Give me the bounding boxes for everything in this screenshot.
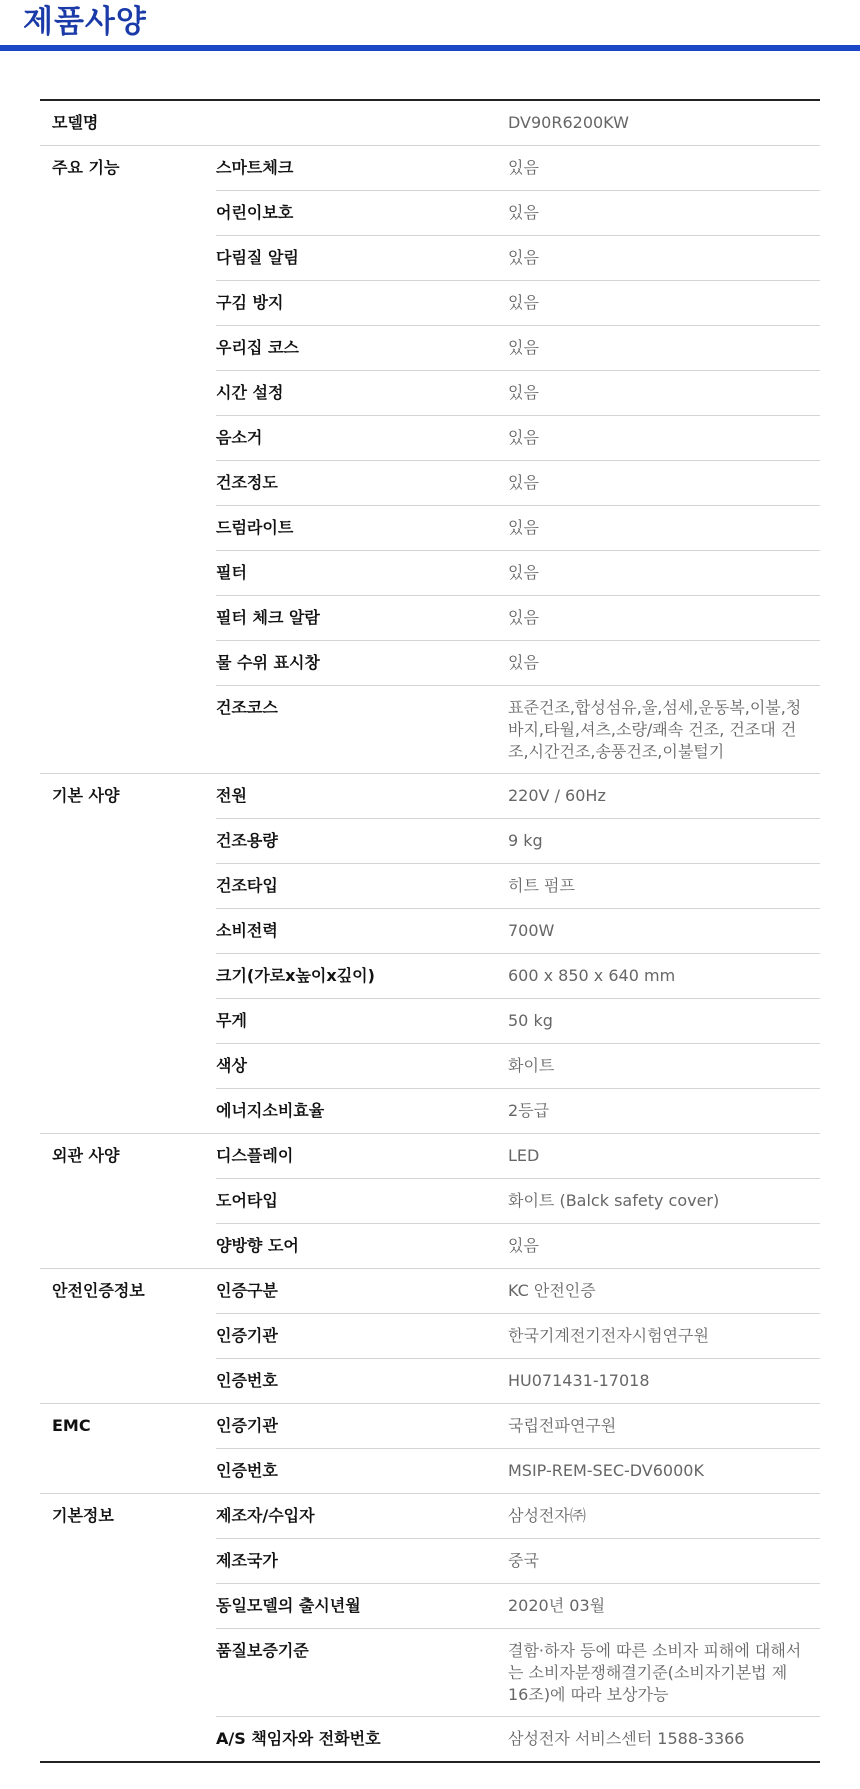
section-category: 모델명 <box>52 113 99 132</box>
spec-label <box>216 101 508 145</box>
spec-row <box>216 685 820 773</box>
spec-row <box>216 1178 820 1223</box>
spec-value: 있음 <box>508 1236 539 1255</box>
spec-value: 700W <box>508 921 555 940</box>
spec-row <box>216 998 820 1043</box>
spec-label: 디스플레이 <box>216 1146 294 1165</box>
spec-value: 결함·하자 등에 따른 소비자 피해에 대해서는 소비자분쟁해결기준(소비자기본법 제 16조)에 따라 보상가능 <box>508 1641 802 1704</box>
spec-value: 220V / 60Hz <box>508 786 606 805</box>
spec-label: 인증기관 <box>216 1326 278 1345</box>
spec-value: 50 kg <box>508 1011 553 1030</box>
spec-label: 우리집 코스 <box>216 338 299 357</box>
spec-row <box>216 1043 820 1088</box>
spec-value: 있음 <box>508 518 539 537</box>
spec-value: 2020년 03월 <box>508 1596 606 1615</box>
spec-section <box>40 1133 820 1268</box>
spec-value: 있음 <box>508 338 539 357</box>
spec-value: 있음 <box>508 248 539 267</box>
spec-row <box>216 863 820 908</box>
spec-table <box>40 99 820 1763</box>
spec-row <box>216 953 820 998</box>
spec-value: 있음 <box>508 383 539 402</box>
spec-value: 화이트 <box>508 1056 555 1075</box>
spec-row <box>216 325 820 370</box>
spec-value: 2등급 <box>508 1101 550 1120</box>
spec-value: 표준건조,합성섬유,울,섬세,운동복,이불,청바지,타월,셔츠,소량/쾌속 건조, 건조대 건조,시간건조,송풍건조,이불털기 <box>508 698 802 761</box>
section-category: 주요 기능 <box>52 158 120 177</box>
spec-row <box>216 460 820 505</box>
spec-row <box>216 505 820 550</box>
section-category: EMC <box>52 1416 91 1435</box>
spec-label: 인증구분 <box>216 1281 278 1300</box>
spec-label: A/S 책임자와 전화번호 <box>216 1729 381 1748</box>
spec-value: LED <box>508 1146 540 1165</box>
spec-section <box>40 1268 820 1403</box>
spec-row <box>216 774 820 818</box>
spec-value: 있음 <box>508 653 539 672</box>
spec-row <box>216 1358 820 1403</box>
spec-label: 건조타입 <box>216 876 278 895</box>
section-rows <box>216 1269 820 1403</box>
spec-value: KC 안전인증 <box>508 1281 596 1300</box>
spec-value: 있음 <box>508 608 539 627</box>
spec-label: 크기(가로x높이x깊이) <box>216 966 375 985</box>
spec-value: MSIP-REM-SEC-DV6000K <box>508 1461 704 1480</box>
spec-row <box>216 908 820 953</box>
section-rows <box>216 774 820 1133</box>
spec-value: 한국기계전기전자시험연구원 <box>508 1326 709 1345</box>
spec-row <box>216 1628 820 1716</box>
spec-row <box>216 1716 820 1761</box>
spec-row <box>216 1494 820 1538</box>
spec-label: 건조용량 <box>216 831 278 850</box>
spec-value: 600 x 850 x 640 mm <box>508 966 676 985</box>
spec-label: 어린이보호 <box>216 203 294 222</box>
spec-label: 드럼라이트 <box>216 518 294 537</box>
spec-value: 중국 <box>508 1551 539 1570</box>
spec-label: 품질보증기준 <box>216 1641 309 1660</box>
spec-value: 있음 <box>508 563 539 582</box>
section-rows <box>216 101 820 145</box>
section-rows <box>216 146 820 773</box>
spec-value: 국립전파연구원 <box>508 1416 617 1435</box>
spec-row <box>216 640 820 685</box>
spec-row <box>216 370 820 415</box>
spec-row <box>216 1134 820 1178</box>
spec-row <box>216 1583 820 1628</box>
section-category: 외관 사양 <box>52 1146 120 1165</box>
spec-section <box>40 773 820 1133</box>
spec-label: 에너지소비효율 <box>216 1101 325 1120</box>
spec-label: 제조자/수입자 <box>216 1506 315 1525</box>
spec-label: 인증기관 <box>216 1416 278 1435</box>
spec-row <box>216 190 820 235</box>
spec-value: 있음 <box>508 293 539 312</box>
spec-section <box>40 1403 820 1493</box>
spec-section <box>40 1493 820 1761</box>
spec-row <box>216 1088 820 1133</box>
spec-value: 있음 <box>508 158 539 177</box>
spec-value: 있음 <box>508 428 539 447</box>
spec-label: 건조코스 <box>216 698 278 717</box>
spec-row <box>216 1448 820 1493</box>
spec-row <box>216 235 820 280</box>
page-title: 제품사양 <box>23 4 147 40</box>
spec-label: 색상 <box>216 1056 247 1075</box>
header-divider-bar <box>0 45 860 51</box>
spec-label: 제조국가 <box>216 1551 278 1570</box>
spec-section <box>40 145 820 773</box>
spec-row <box>216 818 820 863</box>
spec-row <box>216 280 820 325</box>
spec-section <box>40 101 820 145</box>
spec-value: 있음 <box>508 473 539 492</box>
spec-label: 스마트체크 <box>216 158 294 177</box>
spec-label: 인증번호 <box>216 1461 278 1480</box>
spec-row <box>216 146 820 190</box>
spec-label: 전원 <box>216 786 247 805</box>
page-header <box>0 0 860 52</box>
spec-label: 필터 <box>216 563 247 582</box>
spec-label: 동일모델의 출시년월 <box>216 1596 361 1615</box>
spec-label: 도어타입 <box>216 1191 278 1210</box>
spec-row <box>216 101 820 145</box>
spec-value: 9 kg <box>508 831 543 850</box>
spec-label: 음소거 <box>216 428 263 447</box>
section-rows <box>216 1494 820 1761</box>
spec-value: 히트 펌프 <box>508 876 575 895</box>
spec-row <box>216 1313 820 1358</box>
spec-label: 시간 설정 <box>216 383 284 402</box>
section-category: 안전인증정보 <box>52 1281 145 1300</box>
section-rows <box>216 1134 820 1268</box>
spec-row <box>216 550 820 595</box>
spec-value: DV90R6200KW <box>508 113 629 132</box>
spec-row <box>216 595 820 640</box>
spec-row <box>216 1269 820 1313</box>
spec-label: 필터 체크 알람 <box>216 608 320 627</box>
spec-value: 화이트 (Balck safety cover) <box>508 1191 720 1210</box>
section-rows <box>216 1404 820 1493</box>
spec-row <box>216 1404 820 1448</box>
spec-row <box>216 415 820 460</box>
spec-label: 소비전력 <box>216 921 278 940</box>
spec-label: 물 수위 표시창 <box>216 653 320 672</box>
spec-row <box>216 1538 820 1583</box>
spec-value: 있음 <box>508 203 539 222</box>
spec-value: HU071431-17018 <box>508 1371 650 1390</box>
spec-value: 삼성전자 서비스센터 1588-3366 <box>508 1729 745 1748</box>
spec-label: 건조정도 <box>216 473 278 492</box>
spec-value: 삼성전자㈜ <box>508 1506 586 1525</box>
spec-label: 양방향 도어 <box>216 1236 299 1255</box>
section-category: 기본정보 <box>52 1506 114 1525</box>
spec-label: 구김 방지 <box>216 293 284 312</box>
spec-label: 다림질 알림 <box>216 248 299 267</box>
spec-row <box>216 1223 820 1268</box>
spec-label: 인증번호 <box>216 1371 278 1390</box>
spec-label: 무게 <box>216 1011 247 1030</box>
section-category: 기본 사양 <box>52 786 120 805</box>
